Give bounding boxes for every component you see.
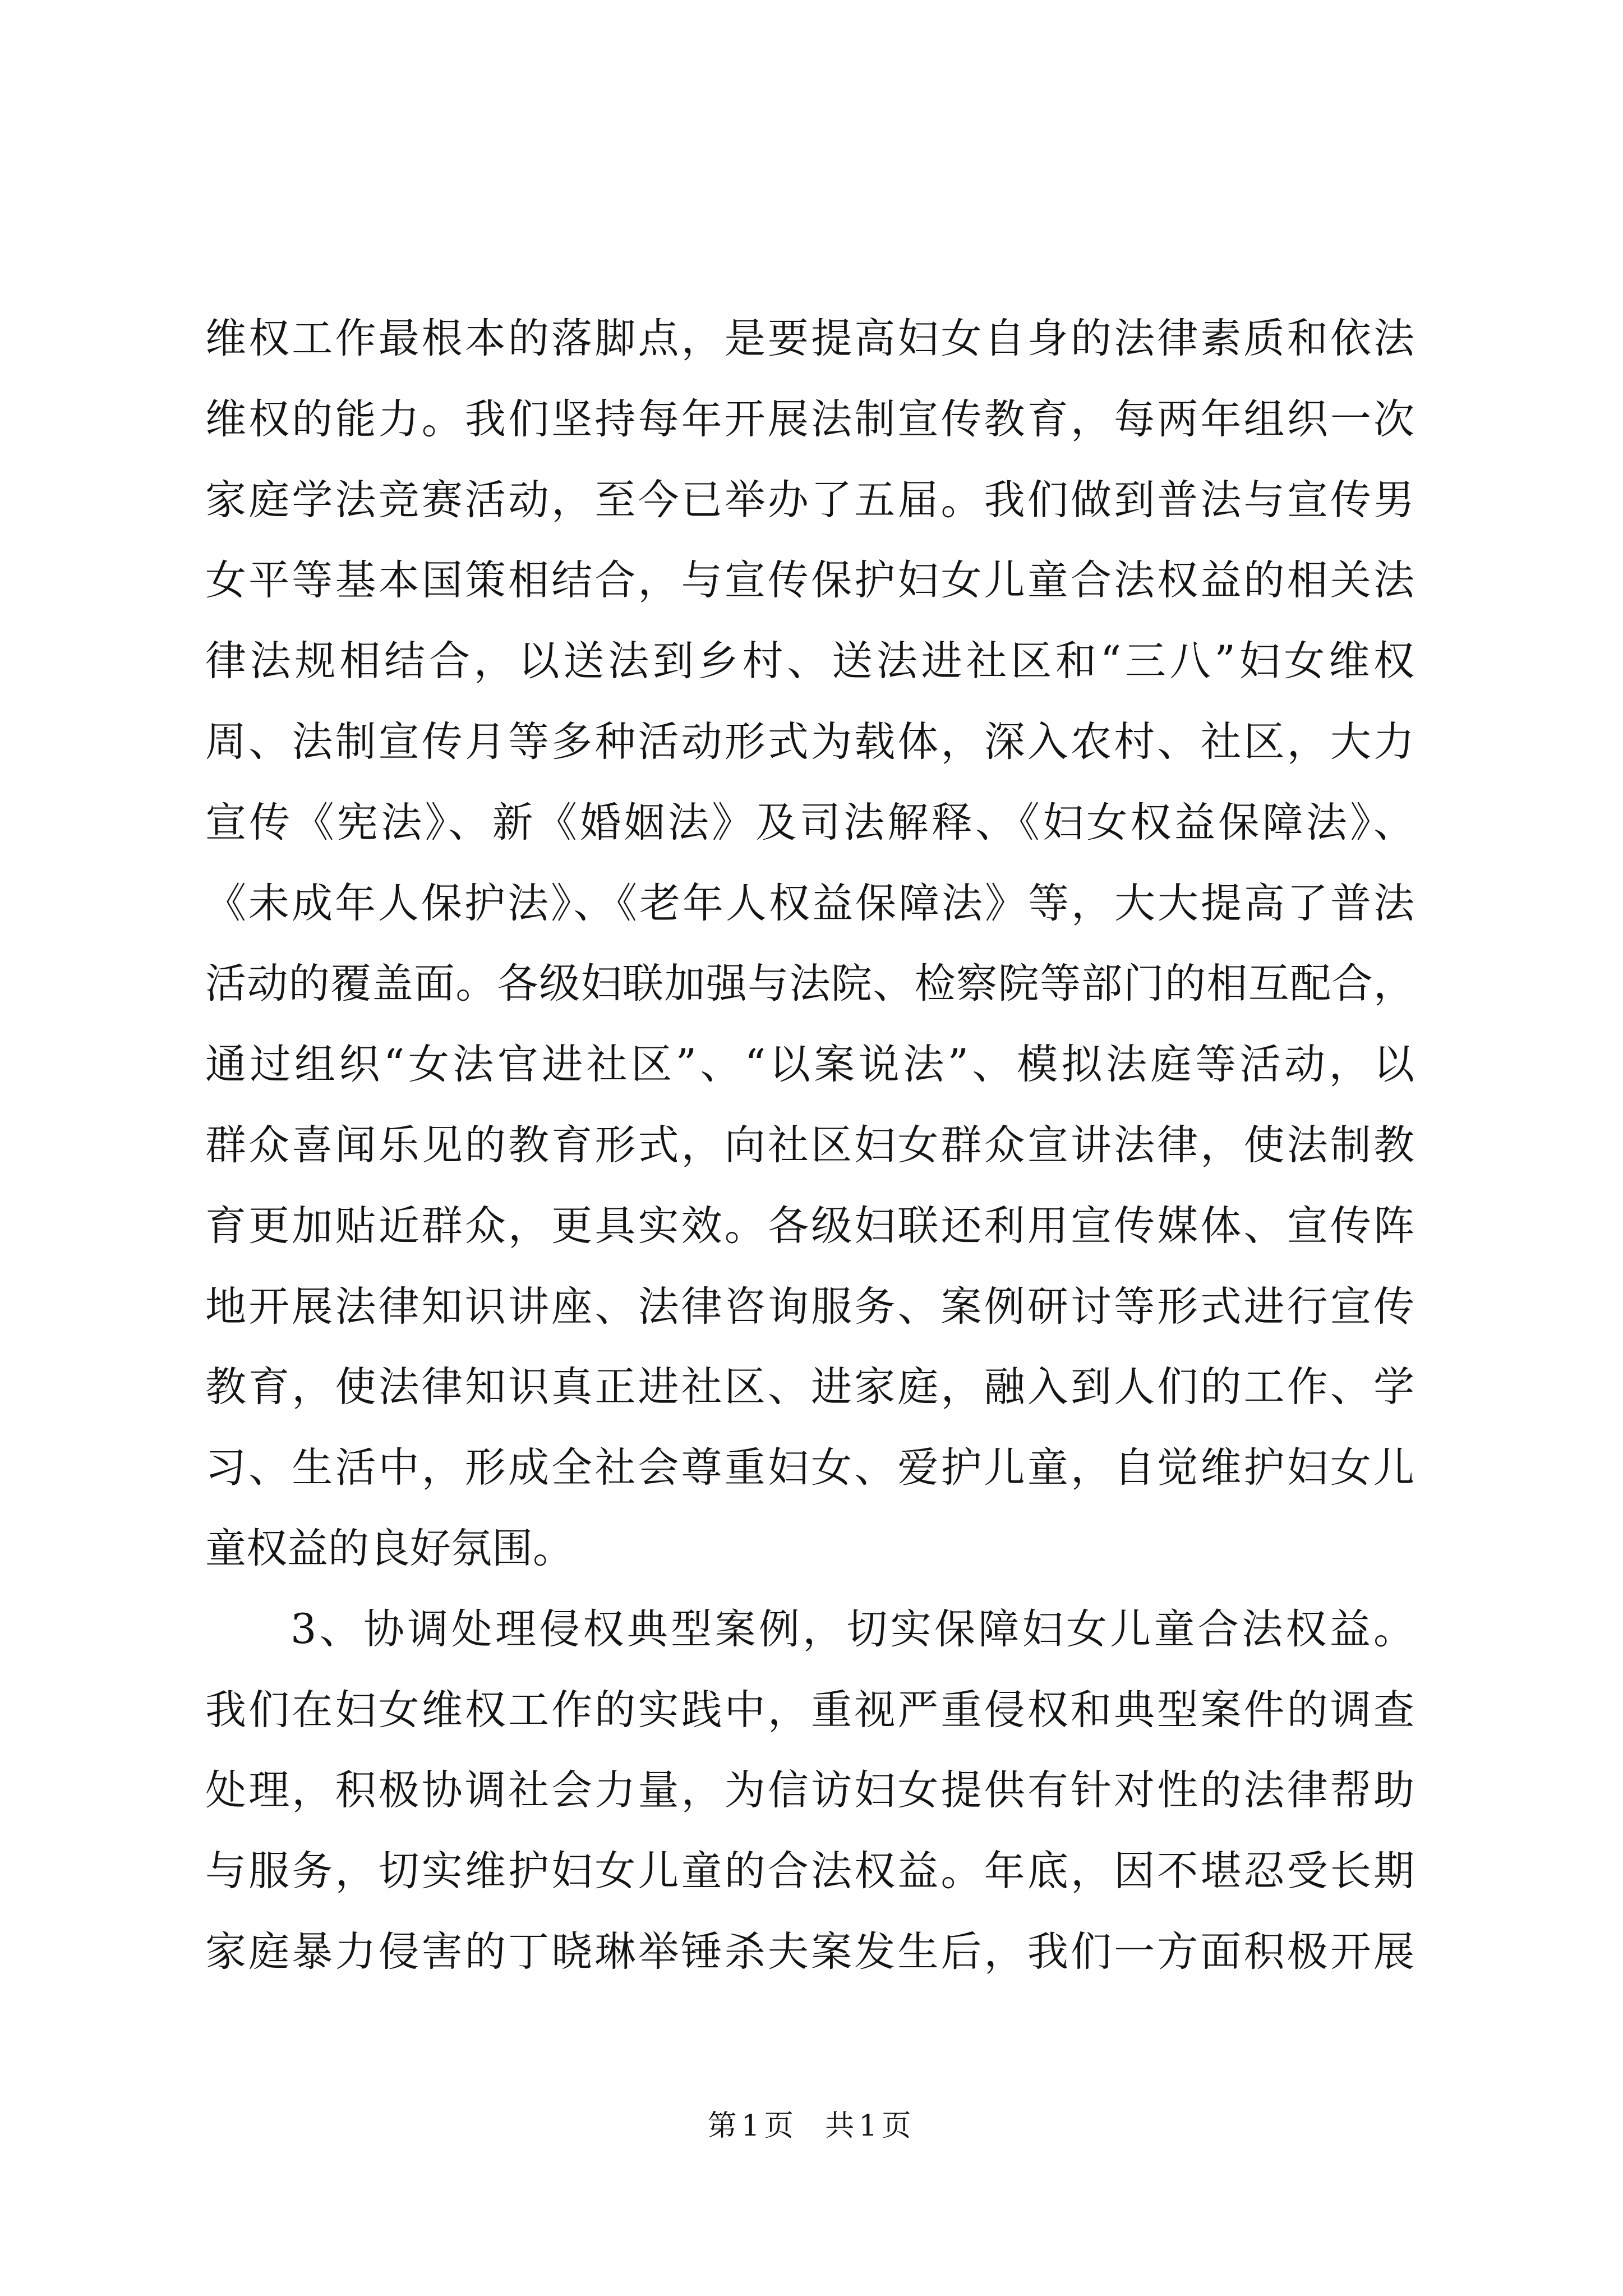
text-line: 群众喜闻乐见的教育形式，向社区妇女群众宣讲法律，使法制教 bbox=[205, 1121, 1414, 1169]
text-line: 周、法制宣传月等多种活动形式为载体，深入农村、社区，大力 bbox=[205, 717, 1414, 766]
text-line: 活动的覆盖面。各级妇联加强与法院、检察院等部门的相互配合， bbox=[205, 960, 1414, 1008]
text-line: 律法规相结合，以送法到乡村、送法进社区和“三八”妇女维权 bbox=[205, 637, 1414, 685]
paragraph bbox=[205, 1589, 1414, 1993]
text-line: 处理，积极协调社会力量，为信访妇女提供有针对性的法律帮助 bbox=[205, 1766, 1414, 1815]
section-heading-line: 3、协调处理侵权典型案例，切实保障妇女儿童合法权益。 bbox=[291, 1605, 1414, 1653]
text-line: 教育，使法律知识真正进社区、进家庭，融入到人们的工作、学 bbox=[205, 1363, 1414, 1411]
text-line: 维权工作最根本的落脚点，是要提高妇女自身的法律素质和依法 bbox=[205, 315, 1414, 362]
text-line: 习、生活中，形成全社会尊重妇女、爱护儿童，自觉维护妇女儿 bbox=[205, 1444, 1414, 1492]
text-line: 维权的能力。我们坚持每年开展法制宣传教育，每两年组织一次 bbox=[205, 395, 1414, 443]
text-line: 女平等基本国策相结合，与宣传保护妇女儿童合法权益的相关法 bbox=[205, 556, 1414, 605]
text-line: 《未成年人保护法》、《老年人权益保障法》等，大大提高了普法 bbox=[205, 879, 1414, 927]
text-line: 家庭暴力侵害的丁晓琳举锤杀夫案发生后，我们一方面积极开展 bbox=[205, 1927, 1414, 1976]
page-footer: 第1页 共1页 bbox=[707, 2109, 916, 2143]
text-line: 我们在妇女维权工作的实践中，重视严重侵权和典型案件的调查 bbox=[205, 1686, 1414, 1734]
text-line: 地开展法律知识讲座、法律咨询服务、案例研讨等形式进行宣传 bbox=[205, 1282, 1414, 1331]
text-line: 宣传《宪法》、新《婚姻法》及司法解释、《妇女权益保障法》、 bbox=[205, 798, 1414, 846]
text-line: 家庭学法竞赛活动，至今已举办了五届。我们做到普法与宣传男 bbox=[205, 476, 1414, 524]
text-line: 育更加贴近群众，更具实效。各级妇联还利用宣传媒体、宣传阵 bbox=[205, 1202, 1414, 1250]
document-body bbox=[205, 298, 1414, 1993]
text-line: 童权益的良好氛围。 bbox=[205, 1524, 574, 1572]
text-line: 与服务，切实维护妇女儿童的合法权益。年底，因不堪忍受长期 bbox=[205, 1847, 1414, 1895]
paragraph bbox=[205, 298, 1414, 1589]
text-line: 通过组织“女法官进社区”、“以案说法”、模拟法庭等活动，以 bbox=[205, 1041, 1414, 1089]
